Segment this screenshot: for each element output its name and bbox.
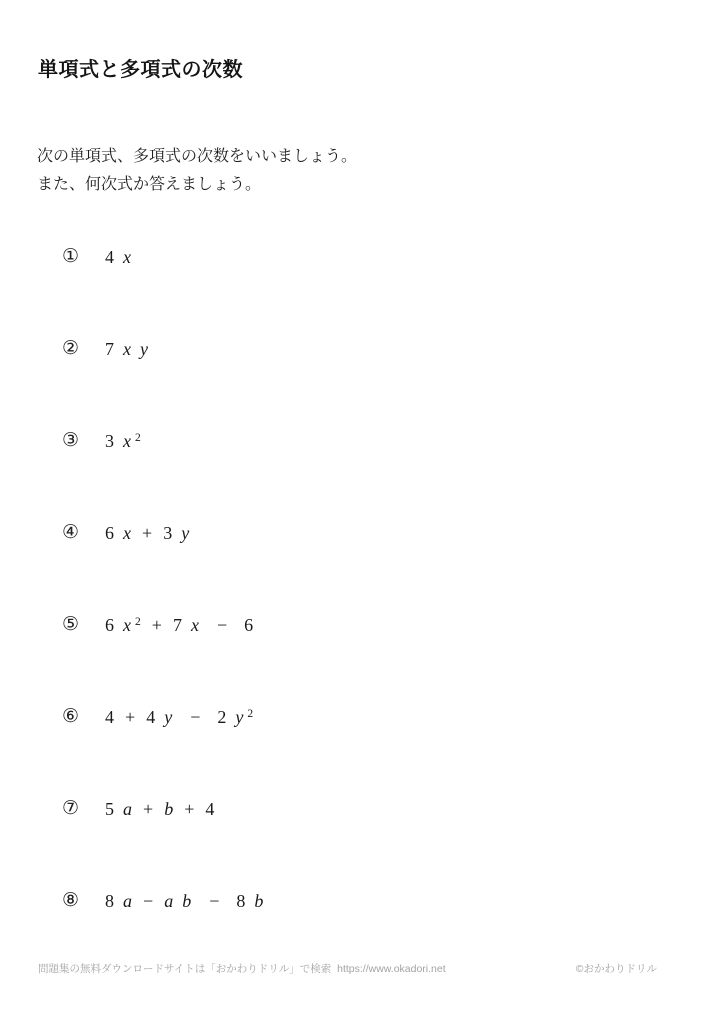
- page-footer: [0, 961, 724, 981]
- superscript: 2: [135, 432, 141, 444]
- variable: y: [181, 523, 190, 543]
- variable: b: [254, 891, 264, 911]
- number: 3: [163, 523, 173, 543]
- number: 4: [105, 247, 115, 267]
- problem-expression: [105, 706, 262, 731]
- variable: a: [164, 891, 174, 911]
- variable: x: [190, 615, 199, 635]
- variable: y: [164, 707, 173, 727]
- problem-expression: [105, 614, 262, 639]
- operator: +: [143, 799, 154, 819]
- problem-row: [62, 430, 272, 522]
- page-title: 単項式と多項式の次数: [38, 59, 243, 81]
- problem-expression: [105, 798, 223, 820]
- operator: −: [209, 891, 220, 911]
- problem-row: [62, 522, 272, 614]
- number: 4: [146, 707, 156, 727]
- problem-number: ⑥: [62, 706, 80, 727]
- variable: y: [140, 339, 149, 359]
- problem-row: [62, 614, 272, 706]
- number: 6: [105, 615, 115, 635]
- variable: x: [123, 247, 132, 267]
- number: 3: [105, 431, 115, 451]
- problem-row: [62, 338, 272, 430]
- variable: b: [182, 891, 192, 911]
- footer-copyright: ©おかわりドリル: [575, 963, 657, 975]
- variable: x: [123, 339, 132, 359]
- problem-number: ①: [62, 246, 80, 267]
- problem-number: ⑧: [62, 890, 80, 911]
- number: 4: [105, 707, 115, 727]
- variable: b: [164, 799, 174, 819]
- operator: −: [216, 615, 228, 635]
- problem-expression: [105, 430, 150, 455]
- problem-row: [62, 706, 272, 798]
- variable: a: [123, 799, 133, 819]
- footer-site-note: 問題集の無料ダウンロードサイトは「おかわりドリル」で検索 https://www.okadori.net: [38, 963, 446, 975]
- number: 6: [105, 523, 115, 543]
- problem-row: [62, 246, 272, 338]
- problem-number: ④: [62, 522, 80, 543]
- variable: x: [123, 431, 132, 451]
- number: 2: [217, 707, 227, 727]
- operator: −: [190, 707, 201, 727]
- number: 4: [205, 799, 215, 819]
- superscript: 2: [135, 616, 141, 628]
- problem-expression: [105, 246, 140, 268]
- problem-expression: [105, 522, 198, 544]
- number: 7: [105, 339, 115, 359]
- instruction-line-1: 次の単項式、多項式の次数をいいましょう。: [37, 148, 358, 165]
- variable: y: [235, 707, 244, 727]
- operator: +: [151, 615, 162, 635]
- superscript: 2: [247, 708, 254, 720]
- problem-expression: [105, 338, 157, 360]
- problem-row: [62, 798, 272, 890]
- number: 7: [172, 615, 182, 635]
- number: 8: [105, 891, 115, 911]
- operator: −: [143, 891, 154, 911]
- number: 6: [244, 615, 254, 635]
- problem-expression: [105, 890, 272, 912]
- problem-number: ⑤: [62, 614, 80, 635]
- operator: +: [125, 707, 136, 727]
- problem-number: ⑦: [62, 798, 80, 819]
- problem-number: ②: [62, 338, 80, 359]
- instructions: [37, 143, 357, 199]
- operator: +: [184, 799, 195, 819]
- variable: x: [123, 523, 132, 543]
- problem-list: [62, 246, 272, 982]
- variable: a: [123, 891, 133, 911]
- operator: +: [142, 523, 153, 543]
- instruction-line-2: また、何次式か答えましょう。: [37, 176, 262, 193]
- problem-number: ③: [62, 430, 80, 451]
- number: 5: [105, 799, 115, 819]
- variable: x: [123, 615, 132, 635]
- number: 8: [236, 891, 246, 911]
